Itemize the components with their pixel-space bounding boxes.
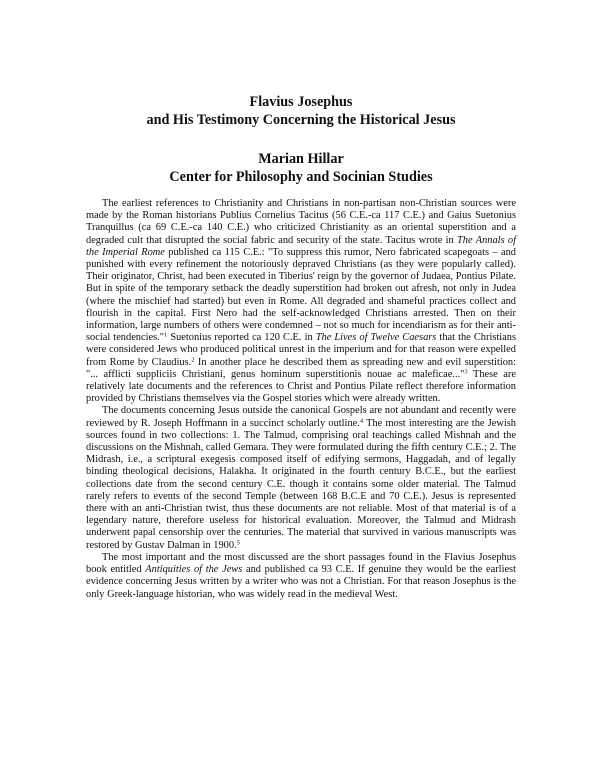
footnote-ref-4: 4 <box>359 417 364 425</box>
footnote-ref-2: 2 <box>191 356 195 364</box>
document-page <box>86 93 516 601</box>
p3-title-antiquities: Antiquities of the Jews <box>145 564 243 576</box>
p2-text-a: The documents concerning Jesus outside the canonical Gospels are not abundant and recently were reviewed by R. Joseph Hoffmann in a succinct scholarly outline. <box>86 405 516 429</box>
body-text <box>86 198 516 601</box>
author-name: Marian Hillar <box>258 151 344 167</box>
p1-text-f: that the Christians were considered Jews who produced political unrest in the imperium and for that reason were expelled from Rome by Claudius. <box>86 332 516 368</box>
p1-title-annals: The Annals of the Imperial Rome <box>86 234 516 258</box>
p1-title-lives: The Lives of Twelve Caesars <box>315 332 437 344</box>
paragraph-3 <box>86 552 516 601</box>
author-affiliation: Center for Philosophy and Socinian Studies <box>169 169 433 185</box>
author-block <box>86 150 516 186</box>
p1-text-g: In another place he described them as spreading new and evil superstition: "... afflicti suppliciis Christiani, genus hominum superstitionis nouae ac maleficae..." <box>86 356 517 380</box>
p1-text-h: These are relatively late documents and the references to Christ and Pontius Pilate reflect therefore information provided by Christians themselves via the Gospel stories which were already written. <box>86 368 516 405</box>
footnote-ref-1: 1 <box>164 331 168 339</box>
footnote-ref-5: 5 <box>236 539 240 547</box>
p1-text-d: Suetonius reported ca 120 C.E. in <box>167 332 316 344</box>
paragraph-1 <box>86 198 516 405</box>
p1-text-a: The earliest references to Christianity and Christians in non-partisan non-Christian sources were made by the Roman historians Publius Cornelius Tacitus (56 C.E.-ca 117 C.E.) and Gaius Suetonius Tranquillus (ca 69 C.E.-ca 140 C.E.) who criticized Christianity as an oriental superstition and a degraded cult that disrupted the social fabric and security of the state. Tacitus wrote in <box>86 198 516 246</box>
p3-text-a: The most important and the most discussed are the short passages found in the Flavius Josephus book entitled <box>86 551 516 576</box>
p2-text-b: The most interesting are the Jewish sources found in two collections: 1. The Talmud, comprising oral teachings called Mishnah and the discussions on the Mishnah, called Gemara. They were formulated during the fifth century C.E.; 2. The Midrash, i.e., a scriptural exegesis composed itself of edifying sermons, Haggadah, and of legally binding theological decisions, Halakha. It originated in the fourth century B.C.E., but the earliest collections date from the second century C.E. though it contains some older material. The Talmud rarely refers to events of the second Temple (between 168 B.C.E and 70 C.E.). Jesus is represented there with an anti-Christian twist, thus these documents are not reliable. Most of that material is of a legendary nature, therefore useless for historical evaluation. Moreover, the Talmud and Midrash underwent papal censorship over the centuries. The material that survived in various manuscripts was restored by Gustav Dalman in 1900. <box>86 417 516 551</box>
p1-text-c: published ca 115 C.E.: "To suppress this rumor, Nero fabricated scapegoats – and punished with every refinement the notoriously depraved Christians (as they were popularly called). Their originator, Christ, had been executed in Tiberius' reign by the governor of Judaea, Pontius Pilate. But in spite of the temporary setback the deadly superstition had broken out afresh, not only in Judea (where the mischief had started) but even in Rome. All degraded and shameful practices collect and flourish in the capital. First Nero had the self-acknowledged Christians arrested. Then on their information, large numbers of others were condemned – not so much for incendiarism as for their anti-social tendencies." <box>86 246 516 344</box>
title-line-1: Flavius Josephus <box>249 94 353 110</box>
footnote-ref-3: 3 <box>464 368 468 376</box>
paragraph-2 <box>86 405 516 551</box>
title-line-2: and His Testimony Concerning the Historical Jesus <box>146 112 456 128</box>
p3-text-c: and published ca 93 C.E. If genuine they would be the earliest evidence concerning Jesus written by a writer who was not a Christian. For that reason Josephus is the only Greek-language historian, who was widely read in the medieval West. <box>86 564 516 600</box>
paper-title <box>86 93 516 129</box>
